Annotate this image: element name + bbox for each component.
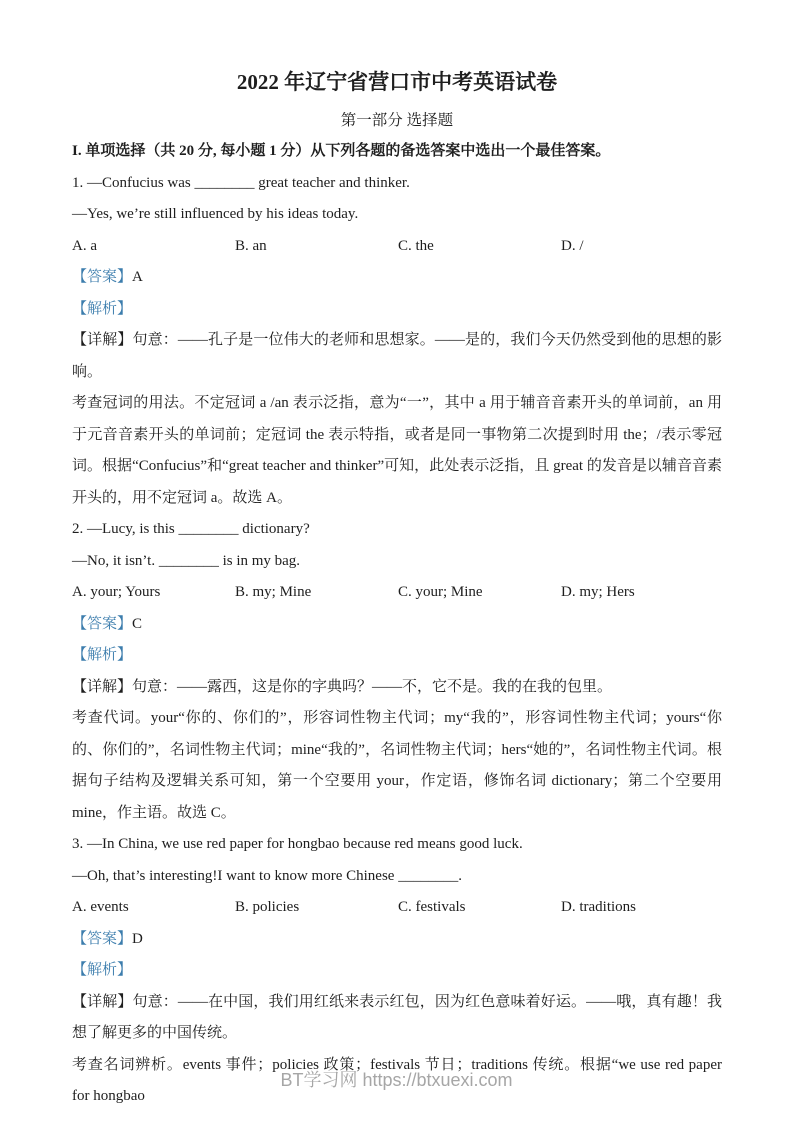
option-a: A. a <box>72 237 97 254</box>
analysis-line <box>72 955 722 987</box>
answer-label: 【答案】 <box>72 269 133 285</box>
option-a: A. events <box>72 899 129 915</box>
question-stem-line: 1. —Confucius was ________ great teacher and thinker. <box>72 174 410 191</box>
option-b: B. policies <box>235 899 300 915</box>
question-stem-line: —Yes, we’re still influenced by his ideas today. <box>72 206 359 222</box>
watermark-text: BT学习网 https://btxuexi.com <box>280 1070 513 1090</box>
question-stem-line: 3. —In China, we use red paper for hongbao because red means good luck. <box>72 836 523 852</box>
options-row <box>72 892 722 924</box>
question-2 <box>72 514 722 829</box>
detail-paragraph: 【详解】句意：——孔子是一位伟大的老师和思想家。——是的，我们今天仍然受到他的思想的影响。 <box>72 332 722 380</box>
option-b: B. my; Mine <box>235 584 312 600</box>
options-row <box>72 231 722 263</box>
detail-paragraph: 【详解】句意：——露西，这是你的字典吗？——不，它不是。我的在我的包里。 <box>72 678 613 695</box>
answer-value: A <box>132 269 143 285</box>
detail-paragraph: 考查冠词的用法。不定冠词 a /an 表示泛指，意为“一”，其中 a 用于辅音音素开头的单词前，an 用于元音音素开头的单词前；定冠词 the 表示特指，或者是同一事物第二次提到时用 the；/表示零冠词。根据“Confucius”和“great teacher and thinker”可知，此处表示泛指，且 great 的发音是以辅音音素开头的，用不定冠词 a。故选 A。 <box>72 395 722 506</box>
option-d: D. my; Hers <box>561 584 635 600</box>
answer-label: 【答案】 <box>72 615 133 632</box>
question-stem-line: —No, it isn’t. ________ is in my bag. <box>72 552 301 569</box>
analysis-line <box>72 294 722 326</box>
answer-line <box>72 609 722 641</box>
option-a: A. your; Yours <box>72 584 161 600</box>
options-row <box>72 577 722 609</box>
analysis-label: 【解析】 <box>72 962 133 978</box>
part-heading: 第一部分 选择题 <box>340 112 454 129</box>
option-c: C. your; Mine <box>398 584 483 600</box>
analysis-label: 【解析】 <box>72 300 133 317</box>
detail-paragraph: 【详解】句意：——在中国，我们用红纸来表示红包，因为红色意味着好运。——哦，真有趣！我想了解更多的中国传统。 <box>72 993 722 1041</box>
analysis-label: 【解析】 <box>72 647 133 663</box>
analysis-line <box>72 640 722 672</box>
option-c: C. festivals <box>398 899 466 915</box>
answer-label: 【答案】 <box>72 930 133 947</box>
answer-value: D <box>132 930 143 947</box>
option-b: B. an <box>235 237 267 254</box>
answer-value: C <box>132 615 143 632</box>
page-title: 2022 年辽宁省营口市中考英语试卷 <box>236 70 558 94</box>
option-d: D. traditions <box>561 899 636 915</box>
answer-line <box>72 262 722 294</box>
option-c: C. the <box>398 237 434 254</box>
answer-line <box>72 924 722 956</box>
option-d: D. / <box>561 237 584 254</box>
question-stem-line: —Oh, that’s interesting!I want to know more Chinese ________. <box>72 867 462 884</box>
question-stem-line: 2. —Lucy, is this ________ dictionary? <box>72 521 310 537</box>
question-1 <box>72 168 722 515</box>
section-instruction: I. 单项选择（共 20 分, 每小题 1 分）从下列各题的备选答案中选出一个最佳答案。 <box>72 143 611 159</box>
detail-paragraph: 考查名词辨析。events 事件；policies 政策；festivals 节日；traditions 传统。根据“we use red paper for hongbao <box>72 1056 722 1104</box>
detail-paragraph: 考查代词。your“你的、你们的”，形容词性物主代词；my“我的”，形容词性物主代词；yours“你的、你们的”，名词性物主代词；mine“我的”，名词性物主代词；hers“她的”，名词性物主代词。根据句子结构及逻辑关系可知，第一个空要用 your，作定语，修饰名词 dictionary；第二个空要用 mine，作主语。故选 C。 <box>72 710 722 821</box>
